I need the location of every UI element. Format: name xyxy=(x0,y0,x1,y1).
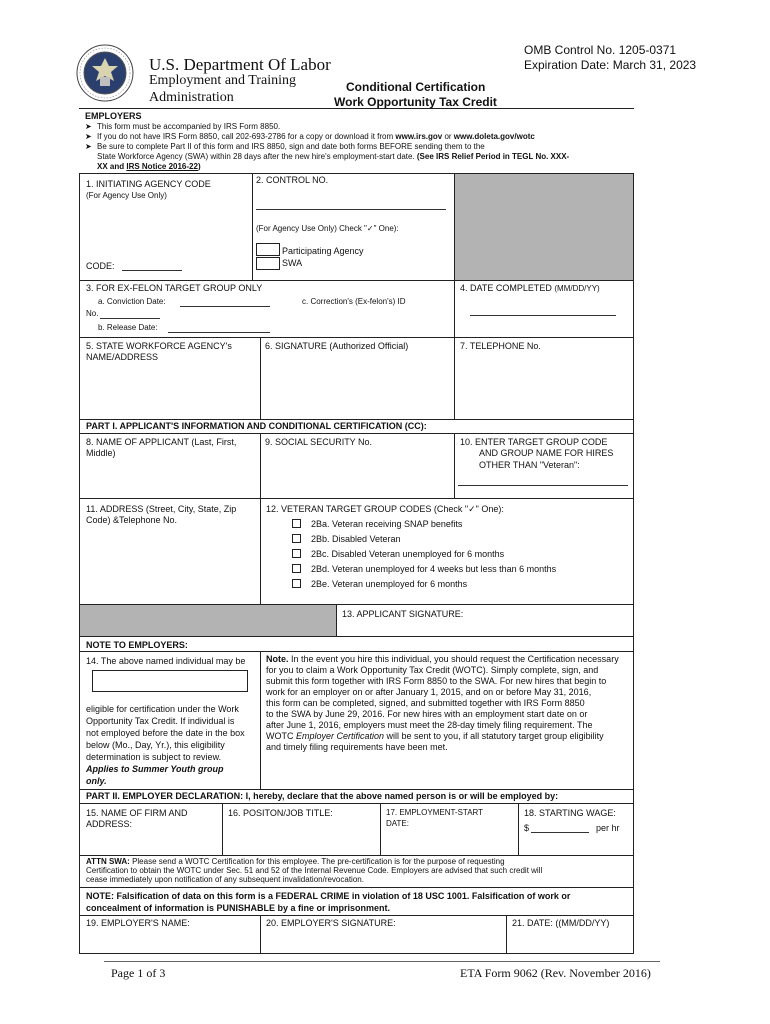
employer-name-label: 19. EMPLOYER'S NAME: xyxy=(86,918,190,928)
form-id: ETA Form 9062 (Rev. November 2016) xyxy=(460,966,651,980)
initiating-agency-sub: (For Agency Use Only) xyxy=(86,191,167,200)
summer-youth-line-2: only. xyxy=(86,776,107,786)
conviction-date-label: a. Conviction Date: xyxy=(98,297,166,306)
position-label: 16. POSITON/JOB TITLE: xyxy=(228,808,333,818)
address-label-2: Code) &Telephone No. xyxy=(86,515,178,525)
irs-link[interactable]: www.irs.gov xyxy=(395,132,443,141)
start-date-label: 17. EMPLOYMENT-START xyxy=(386,808,484,817)
form-title-2: Work Opportunity Tax Credit xyxy=(334,95,497,109)
participating-agency-checkbox[interactable] xyxy=(256,243,280,256)
agency-code-line[interactable] xyxy=(122,270,182,271)
omb-control: OMB Control No. 1205-0371 xyxy=(524,43,677,57)
ssn-label: 9. SOCIAL SECURITY No. xyxy=(265,437,373,447)
agency-code-label: CODE: xyxy=(86,261,115,271)
employer-date-label: 21. DATE: ((MM/DD/YY) xyxy=(512,918,610,928)
eligible-line-3: not employed before the date in the box xyxy=(86,728,245,738)
corrections-id-line[interactable] xyxy=(100,318,160,319)
release-date-line[interactable] xyxy=(168,332,270,333)
swa-name-label: 5. STATE WORKFORCE AGENCY's xyxy=(86,341,232,351)
wage-input-line[interactable] xyxy=(531,832,589,833)
swa-name-label-2: NAME/ADDRESS xyxy=(86,352,159,362)
control-no-line[interactable] xyxy=(256,209,446,210)
agency-use-check: (For Agency Use Only) Check "✓" One): xyxy=(256,224,399,233)
employer-signature-label: 20. EMPLOYER'S SIGNATURE: xyxy=(266,918,396,928)
eligible-line-1: eligible for certification under the Work xyxy=(86,704,239,714)
part2-heading: PART II. EMPLOYER DECLARATION: I, hereby, declare that the above named person is or will be employed by: xyxy=(86,791,559,801)
employers-bullet-3-end: XX and IRS Notice 2016-22) xyxy=(97,162,201,171)
telephone-label: 7. TELEPHONE No. xyxy=(460,341,541,351)
veteran-codes-label: 12. VETERAN TARGET GROUP CODES (Check "✓" One): xyxy=(266,504,504,514)
agency-shaded-box xyxy=(454,174,633,280)
summer-youth-line-1: Applies to Summer Youth group xyxy=(86,764,224,774)
eligible-line-2: Opportunity Tax Credit. If individual is xyxy=(86,716,235,726)
starting-wage-label: 18. STARTING WAGE: xyxy=(524,808,616,818)
dol-seal xyxy=(76,44,134,102)
firm-name-label-2: ADDRESS: xyxy=(86,819,133,829)
wage-per-hr: per hr xyxy=(596,823,620,833)
swa-label: SWA xyxy=(282,258,303,268)
note-heading: NOTE TO EMPLOYERS: xyxy=(86,640,188,650)
firm-name-label: 15. NAME OF FIRM AND xyxy=(86,808,188,818)
agency-sub2: Administration xyxy=(149,90,234,105)
checkbox-icon[interactable] xyxy=(292,519,301,528)
arrow-bullet-icon: ➤ xyxy=(85,132,92,141)
date-completed-line[interactable] xyxy=(470,315,616,316)
control-no-label: 2. CONTROL NO. xyxy=(256,175,329,185)
veteran-code-2bd[interactable]: 2Bd. Veteran unemployed for 4 weeks but less than 6 months xyxy=(292,564,556,575)
conviction-date-line[interactable] xyxy=(180,306,270,307)
participating-agency-label: Participating Agency xyxy=(282,246,364,256)
arrow-bullet-icon: ➤ xyxy=(85,142,92,151)
initiating-agency-label: 1. INITIATING AGENCY CODE xyxy=(86,179,211,189)
authorized-signature-label: 6. SIGNATURE (Authorized Official) xyxy=(265,341,409,351)
target-group-label-3: OTHER THAN "Veteran": xyxy=(479,460,580,470)
veteran-code-2ba[interactable]: 2Ba. Veteran receiving SNAP benefits xyxy=(292,519,462,530)
checkbox-icon[interactable] xyxy=(292,534,301,543)
start-date-label-2: DATE: xyxy=(386,819,409,828)
employers-bullet-3: ➤ Be sure to complete Part II of this form and IRS 8850, sign and date both forms BEFORE sending them to the xyxy=(85,142,485,151)
form-title-1: Conditional Certification xyxy=(346,80,486,94)
applicant-name-label-2: Middle) xyxy=(86,448,116,458)
page-number: Page 1 of 3 xyxy=(111,966,166,980)
employers-heading: EMPLOYERS xyxy=(85,111,142,121)
target-group-label-2: AND GROUP NAME FOR HIRES xyxy=(479,448,614,458)
veteran-code-2bb[interactable]: 2Bb. Disabled Veteran xyxy=(292,534,401,545)
irs-notice-link[interactable]: IRS Notice 2016-22 xyxy=(126,162,198,171)
target-group-label: 10. ENTER TARGET GROUP CODE xyxy=(460,437,608,447)
checkbox-icon[interactable] xyxy=(292,579,301,588)
doleta-link[interactable]: www.doleta.gov/wotc xyxy=(453,132,535,141)
arrow-bullet-icon: ➤ xyxy=(85,122,92,131)
note-paragraph: Note. In the event you hire this individual, you should request the Certification necessary for you to claim a Work Opportunity Tax Credit (WOTC). Simply complete, sign, and submit this form together with IRS Form 8850 to the SWA. For new hires that begin to work for an employer on or after January 1, 2015, and on or before May 31, 2016, this form can be completed, signed, and submitted together with IRS Form 8850 to the SWA by June 29, 2016. For new hires with an employment start date on or after June 1, 2016, employers must meet the 28-day timely filing requirement. The WOTC Employer Certification will be sent to you, if all statutory target group eligibility and timely filing requirements have been met. xyxy=(266,654,619,752)
agency-sub1: Employment and Training xyxy=(149,73,296,88)
applicant-name-label: 8. NAME OF APPLICANT (Last, First, xyxy=(86,437,237,447)
falsification-line-2: concealment of information is PUNISHABLE by a fine or imprisonment. xyxy=(86,903,391,913)
address-label: 11. ADDRESS (Street, City, State, Zip xyxy=(86,504,237,514)
employers-bullet-1: ➤ This form must be accompanied by IRS Form 8850. xyxy=(85,122,281,131)
checkbox-icon[interactable] xyxy=(292,564,301,573)
item14-label: 14. The above named individual may be xyxy=(86,656,246,666)
eligible-line-5: determination is subject to review. xyxy=(86,752,222,762)
wage-dollar: $ xyxy=(524,823,530,833)
target-group-line[interactable] xyxy=(458,485,628,486)
release-date-label: b. Release Date: xyxy=(98,323,158,332)
veteran-code-2be[interactable]: 2Be. Veteran unemployed for 6 months xyxy=(292,579,467,590)
expiration-date: Expiration Date: March 31, 2023 xyxy=(524,58,697,72)
agency-name: U.S. Department Of Labor xyxy=(149,55,331,74)
exfelon-label: 3. FOR EX-FELON TARGET GROUP ONLY xyxy=(86,283,263,293)
applicant-signature-label: 13. APPLICANT SIGNATURE: xyxy=(342,609,464,619)
swa-checkbox[interactable] xyxy=(256,257,280,270)
eligible-line-4: below (Mo., Day, Yr.), this eligibility xyxy=(86,740,225,750)
veteran-code-2bc[interactable]: 2Bc. Disabled Veteran unemployed for 6 months xyxy=(292,549,504,560)
employers-bullet-2: ➤ If you do not have IRS Form 8850, call 202-693-2786 for a copy or download it from www.irs.gov or www.doleta.gov/wotc xyxy=(85,132,535,141)
part1-heading: PART I. APPLICANT'S INFORMATION AND CONDITIONAL CERTIFICATION (CC): xyxy=(86,421,427,431)
eligibility-date-box[interactable] xyxy=(92,670,248,692)
checkbox-icon[interactable] xyxy=(292,549,301,558)
attn-swa: ATTN SWA: Please send a WOTC Certification for this employee. The pre-certification is for the purpose of requesting Certification to obtain the WOTC under Sec. 51 and 52 of the Internal Revenue Code. Employers are advised that such credit will cease immediately upon notification of any subsequent invalidation/revocation. xyxy=(86,857,543,884)
no-label: No. xyxy=(86,309,99,318)
applicant-shaded-box xyxy=(80,605,336,636)
date-completed-label: 4. DATE COMPLETED (MM/DD/YY) xyxy=(460,283,600,293)
employers-bullet-3-cont: State Workforce Agency (SWA) within 28 days after the new hire's employment-start date. (See IRS Relief Period in TEGL No. XXX- xyxy=(97,152,570,161)
corrections-id-label: c. Correction's (Ex-felon's) ID xyxy=(302,297,406,306)
falsification-line-1: NOTE: Falsification of data on this form is a FEDERAL CRIME in violation of 18 USC 1001. Falsification of work or xyxy=(86,891,571,901)
